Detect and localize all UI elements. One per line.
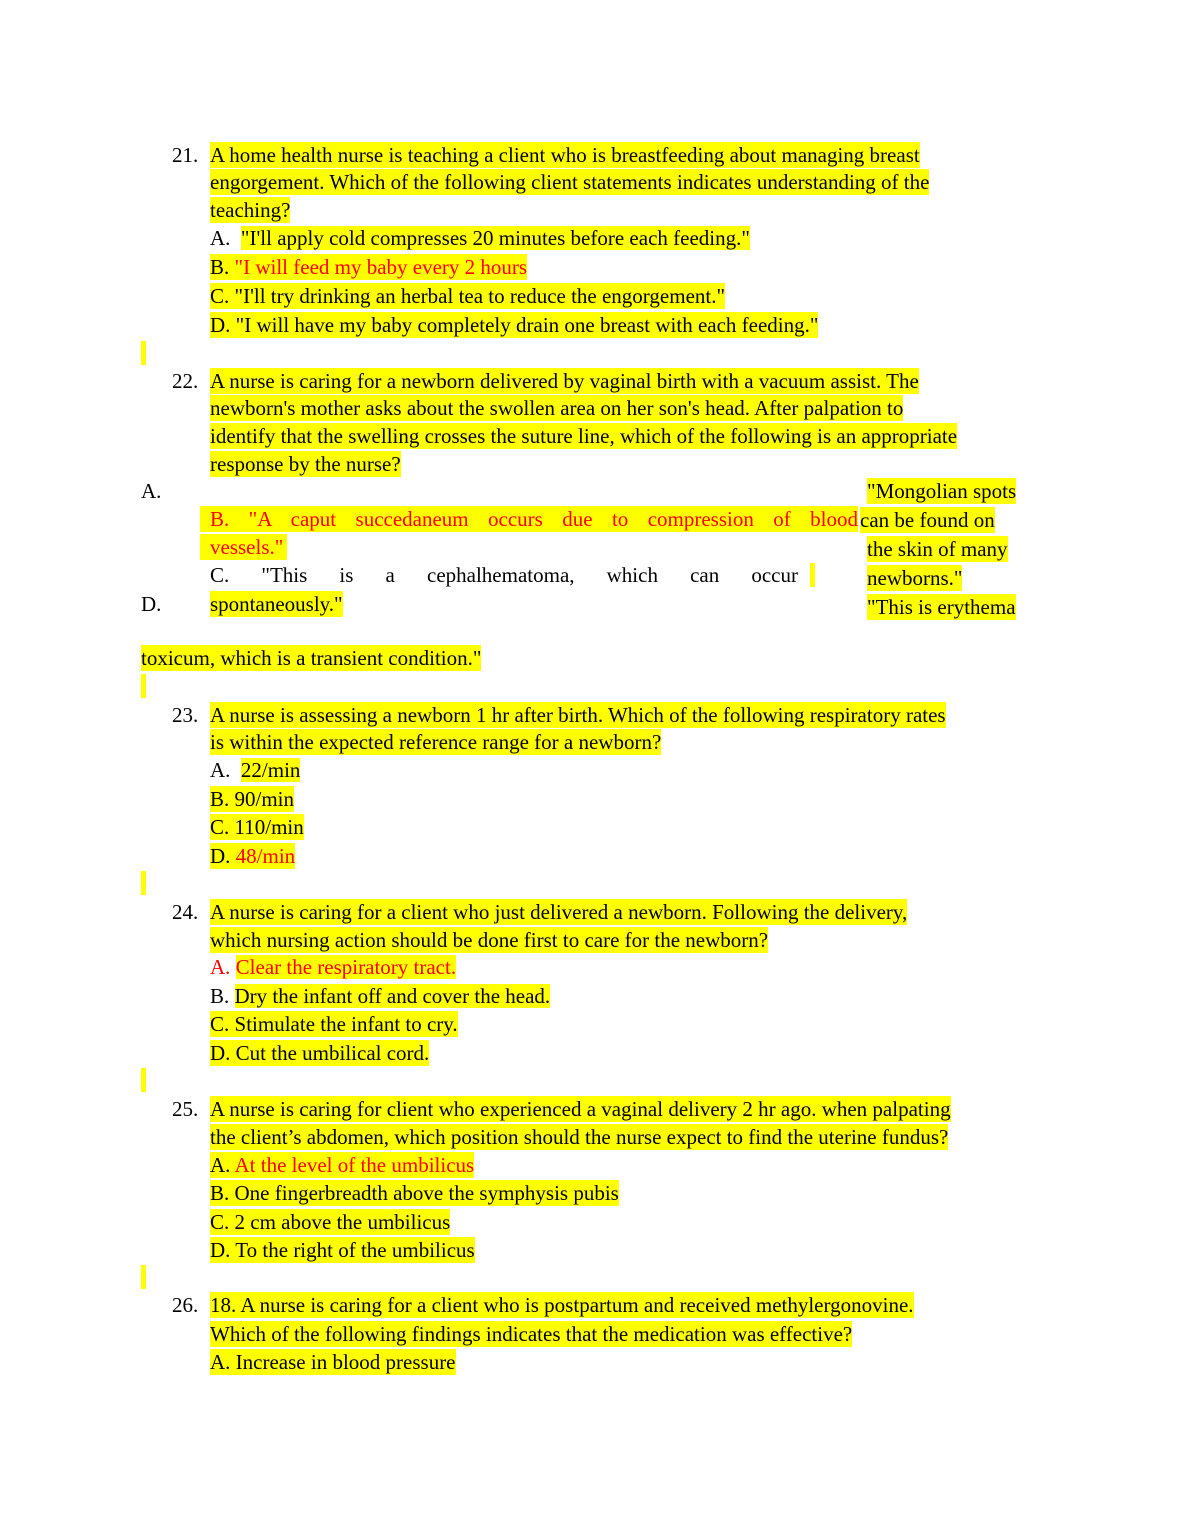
- option-letter-d: D.: [141, 592, 162, 616]
- highlight-marker: [141, 871, 146, 895]
- option-text: 22/min: [240, 758, 301, 782]
- answer-option-correct: [210, 843, 295, 869]
- question-stem-line: identify that the swelling crosses the suture line, which of the following is an appropriate: [210, 424, 958, 448]
- option-letter: A.: [210, 955, 231, 979]
- question-number: 24.: [172, 900, 199, 924]
- answer-option: C. "This is a cephalhematoma, which can occur: [210, 563, 798, 587]
- option-letter: D.: [210, 1238, 231, 1262]
- question-stem-line: engorgement. Which of the following client statements indicates understanding of the: [210, 170, 930, 194]
- highlight-marker: [141, 674, 146, 698]
- option-text: 110/min: [234, 815, 304, 839]
- option-text: Stimulate the infant to cry.: [234, 1012, 458, 1036]
- side-column-line: can be found on: [860, 508, 995, 532]
- question-stem-line: newborn's mother asks about the swollen area on her son's head. After palpation to: [210, 396, 904, 420]
- question-stem-line: 18. A nurse is caring for a client who is postpartum and received methylergonovine.: [210, 1293, 914, 1317]
- answer-option: [210, 1011, 458, 1037]
- option-text: 90/min: [234, 787, 295, 811]
- question-stem-line: A home health nurse is teaching a client who is breastfeeding about managing breast: [210, 143, 920, 167]
- answer-option-correct: [210, 254, 527, 280]
- answer-option-correct-cont: vessels.": [200, 534, 287, 560]
- question-stem-line: response by the nurse?: [210, 452, 401, 476]
- option-text: "I will feed my baby every 2 hours: [234, 255, 528, 279]
- option-letter: A.: [210, 1153, 231, 1177]
- side-column-line: "Mongolian spots: [867, 479, 1017, 503]
- option-letter: B.: [210, 984, 230, 1008]
- question-stem-line: is within the expected reference range for a newborn?: [210, 730, 662, 754]
- answer-option: [210, 814, 304, 840]
- option-letter: C.: [210, 1210, 230, 1234]
- option-letter: D.: [210, 313, 231, 337]
- question-stem-line: the client’s abdomen, which position should the nurse expect to find the uterine fundus?: [210, 1125, 949, 1149]
- side-column-continuation: toxicum, which is a transient condition.": [141, 646, 482, 670]
- answer-option-correct: [210, 954, 456, 980]
- side-column-line: newborns.": [867, 566, 963, 590]
- option-letter: C.: [210, 815, 230, 839]
- option-text: At the level of the umbilicus: [234, 1153, 475, 1177]
- option-letter: C.: [210, 1012, 230, 1036]
- question-number: 22.: [172, 369, 199, 393]
- answer-option: [210, 1209, 450, 1235]
- question-stem-line: A nurse is assessing a newborn 1 hr after birth. Which of the following respiratory rates: [210, 703, 946, 727]
- answer-option: [210, 1180, 619, 1206]
- answer-option: [210, 1349, 456, 1375]
- option-text: "I'll apply cold compresses 20 minutes before each feeding.": [240, 226, 750, 250]
- option-text: Cut the umbilical cord.: [235, 1041, 430, 1065]
- side-column-line: the skin of many: [867, 537, 1008, 561]
- question-stem-line: Which of the following findings indicates that the medication was effective?: [210, 1322, 853, 1346]
- answer-option-correct: [210, 1152, 474, 1178]
- option-text: To the right of the umbilicus: [235, 1238, 475, 1262]
- option-letter: D.: [210, 1041, 231, 1065]
- option-text: "I will have my baby completely drain one breast with each feeding.": [235, 313, 819, 337]
- option-letter: C.: [210, 284, 230, 308]
- answer-option: [210, 983, 550, 1009]
- option-text: Dry the infant off and cover the head.: [234, 984, 551, 1008]
- question-stem-line: A nurse is caring for client who experienced a vaginal delivery 2 hr ago. when palpating: [210, 1097, 951, 1121]
- option-text: 48/min: [235, 844, 296, 868]
- question-stem-line: teaching?: [210, 198, 291, 222]
- option-letter: B.: [210, 787, 230, 811]
- option-letter: B.: [210, 255, 230, 279]
- answer-option: [210, 757, 300, 783]
- option-text: Clear the respiratory tract.: [235, 955, 457, 979]
- option-letter: A.: [210, 1350, 231, 1374]
- question-stem-line: A nurse is caring for a client who just delivered a newborn. Following the delivery,: [210, 900, 908, 924]
- question-number: 25.: [172, 1097, 199, 1121]
- highlight-marker: [141, 1068, 146, 1092]
- option-letter: D.: [210, 844, 231, 868]
- answer-option: [210, 1237, 475, 1263]
- question-number: 21.: [172, 143, 199, 167]
- option-text: One fingerbreadth above the symphysis pubis: [234, 1181, 619, 1205]
- option-text: 2 cm above the umbilicus: [234, 1210, 451, 1234]
- option-letter: A.: [210, 226, 231, 250]
- question-stem-line: A nurse is caring for a newborn delivered by vaginal birth with a vacuum assist. The: [210, 369, 919, 393]
- highlight-marker: [141, 341, 146, 365]
- question-number: 26.: [172, 1293, 199, 1317]
- highlight-marker: [141, 1265, 146, 1289]
- answer-option-cont: spontaneously.": [210, 592, 343, 616]
- answer-option-correct: B. "A caput succedaneum occurs due to compression of blood: [200, 506, 858, 532]
- option-text: "I'll try drinking an herbal tea to reduce the engorgement.": [234, 284, 726, 308]
- answer-option: [210, 225, 750, 251]
- highlight-marker: [810, 563, 815, 587]
- answer-option: [210, 786, 294, 812]
- question-number: 23.: [172, 703, 199, 727]
- option-letter: B.: [210, 1181, 230, 1205]
- side-column-line: "This is erythema: [867, 595, 1016, 619]
- question-stem-line: which nursing action should be done first to care for the newborn?: [210, 928, 769, 952]
- answer-option: [210, 312, 818, 338]
- option-text: Increase in blood pressure: [235, 1350, 456, 1374]
- answer-option: [210, 283, 725, 309]
- option-letter-a: A.: [141, 479, 162, 503]
- option-letter: A.: [210, 758, 231, 782]
- answer-option: [210, 1040, 429, 1066]
